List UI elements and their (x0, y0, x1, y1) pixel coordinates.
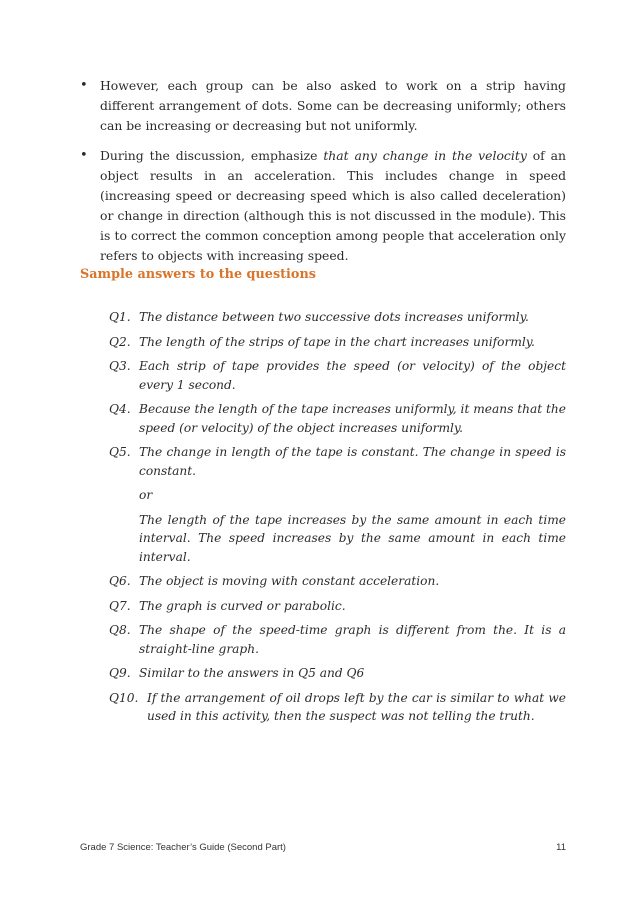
answer-item (109, 664, 566, 683)
bullet-list (80, 76, 566, 276)
answer-item (109, 400, 566, 437)
answer-text: Each strip of tape provides the speed (or velocity) of the object every 1 second. (139, 359, 566, 392)
answer-alt-text: The length of the tape increases by the same amount in each time interval. The speed increases by the same amount in each time interval. (139, 512, 566, 564)
answer-list (109, 308, 566, 732)
answer-text: The shape of the speed-time graph is different from the. It is a straight-line graph. (139, 623, 566, 656)
bullet-text-before: During the discussion, emphasize (100, 148, 324, 163)
answer-text: The change in length of the tape is constant. The change in speed is constant. (139, 445, 566, 478)
answer-text: The distance between two successive dots increases uniformly. (139, 310, 529, 324)
answer-number: Q10. (109, 690, 139, 705)
answer-item (109, 443, 566, 480)
answer-or: or (139, 488, 153, 502)
page-number: 11 (556, 842, 566, 853)
section-heading: Sample answers to the questions (80, 267, 316, 282)
answer-number: Q8. (109, 623, 131, 637)
answer-text: If the arrangement of oil drops left by the car is similar to what we used in this activity, then the suspect was not telling the truth. (147, 690, 566, 723)
answer-item (109, 572, 566, 591)
answer-item (109, 597, 566, 616)
answer-number: Q7. (109, 598, 131, 613)
answer-text: The graph is curved or parabolic. (139, 598, 346, 613)
bullet-item (80, 76, 566, 136)
answer-item (109, 621, 566, 658)
answer-number: Q4. (109, 402, 131, 416)
answer-number: Q5. (109, 445, 131, 459)
answer-text: The length of the strips of tape in the chart increases uniformly. (139, 334, 535, 349)
bullet-text: However, each group can be also asked to work on a strip having different arrangement of dots. Some can be decreasing uniformly; others can be increasing or decreasing but not uniformly. (100, 78, 566, 133)
answer-text: Similar to the answers in Q5 and Q6 (139, 666, 365, 680)
answer-number: Q1. (109, 310, 131, 324)
answer-item (109, 333, 566, 352)
bullet-text-after: of an object results in an acceleration. This includes change in speed (increasing speed or decreasing speed which is also called deceleration) or change in direction (although this is not discussed in the module). This is to correct the common conception among people that acceleration only refers to objects with increasing speed. (100, 148, 566, 263)
bullet-icon: • (80, 78, 88, 93)
bullet-item (80, 146, 566, 266)
page-footer (80, 842, 566, 853)
answer-item (109, 308, 566, 327)
answer-item (109, 357, 566, 394)
footer-title: Grade 7 Science: Teacher’s Guide (Second Part) (80, 842, 286, 853)
answer-number: Q6. (109, 574, 131, 588)
answer-number: Q3. (109, 359, 131, 373)
answer-text: The object is moving with constant acceleration. (139, 574, 440, 588)
answer-item (109, 689, 566, 726)
answer-text: Because the length of the tape increases uniformly, it means that the speed (or velocity) of the object increases uniformly. (139, 402, 566, 435)
bullet-text (100, 146, 566, 266)
bullet-icon: • (80, 148, 88, 163)
answer-number: Q9. (109, 666, 131, 680)
answer-number: Q2. (109, 334, 131, 349)
bullet-text-emphasis: that any change in the velocity (323, 148, 527, 163)
